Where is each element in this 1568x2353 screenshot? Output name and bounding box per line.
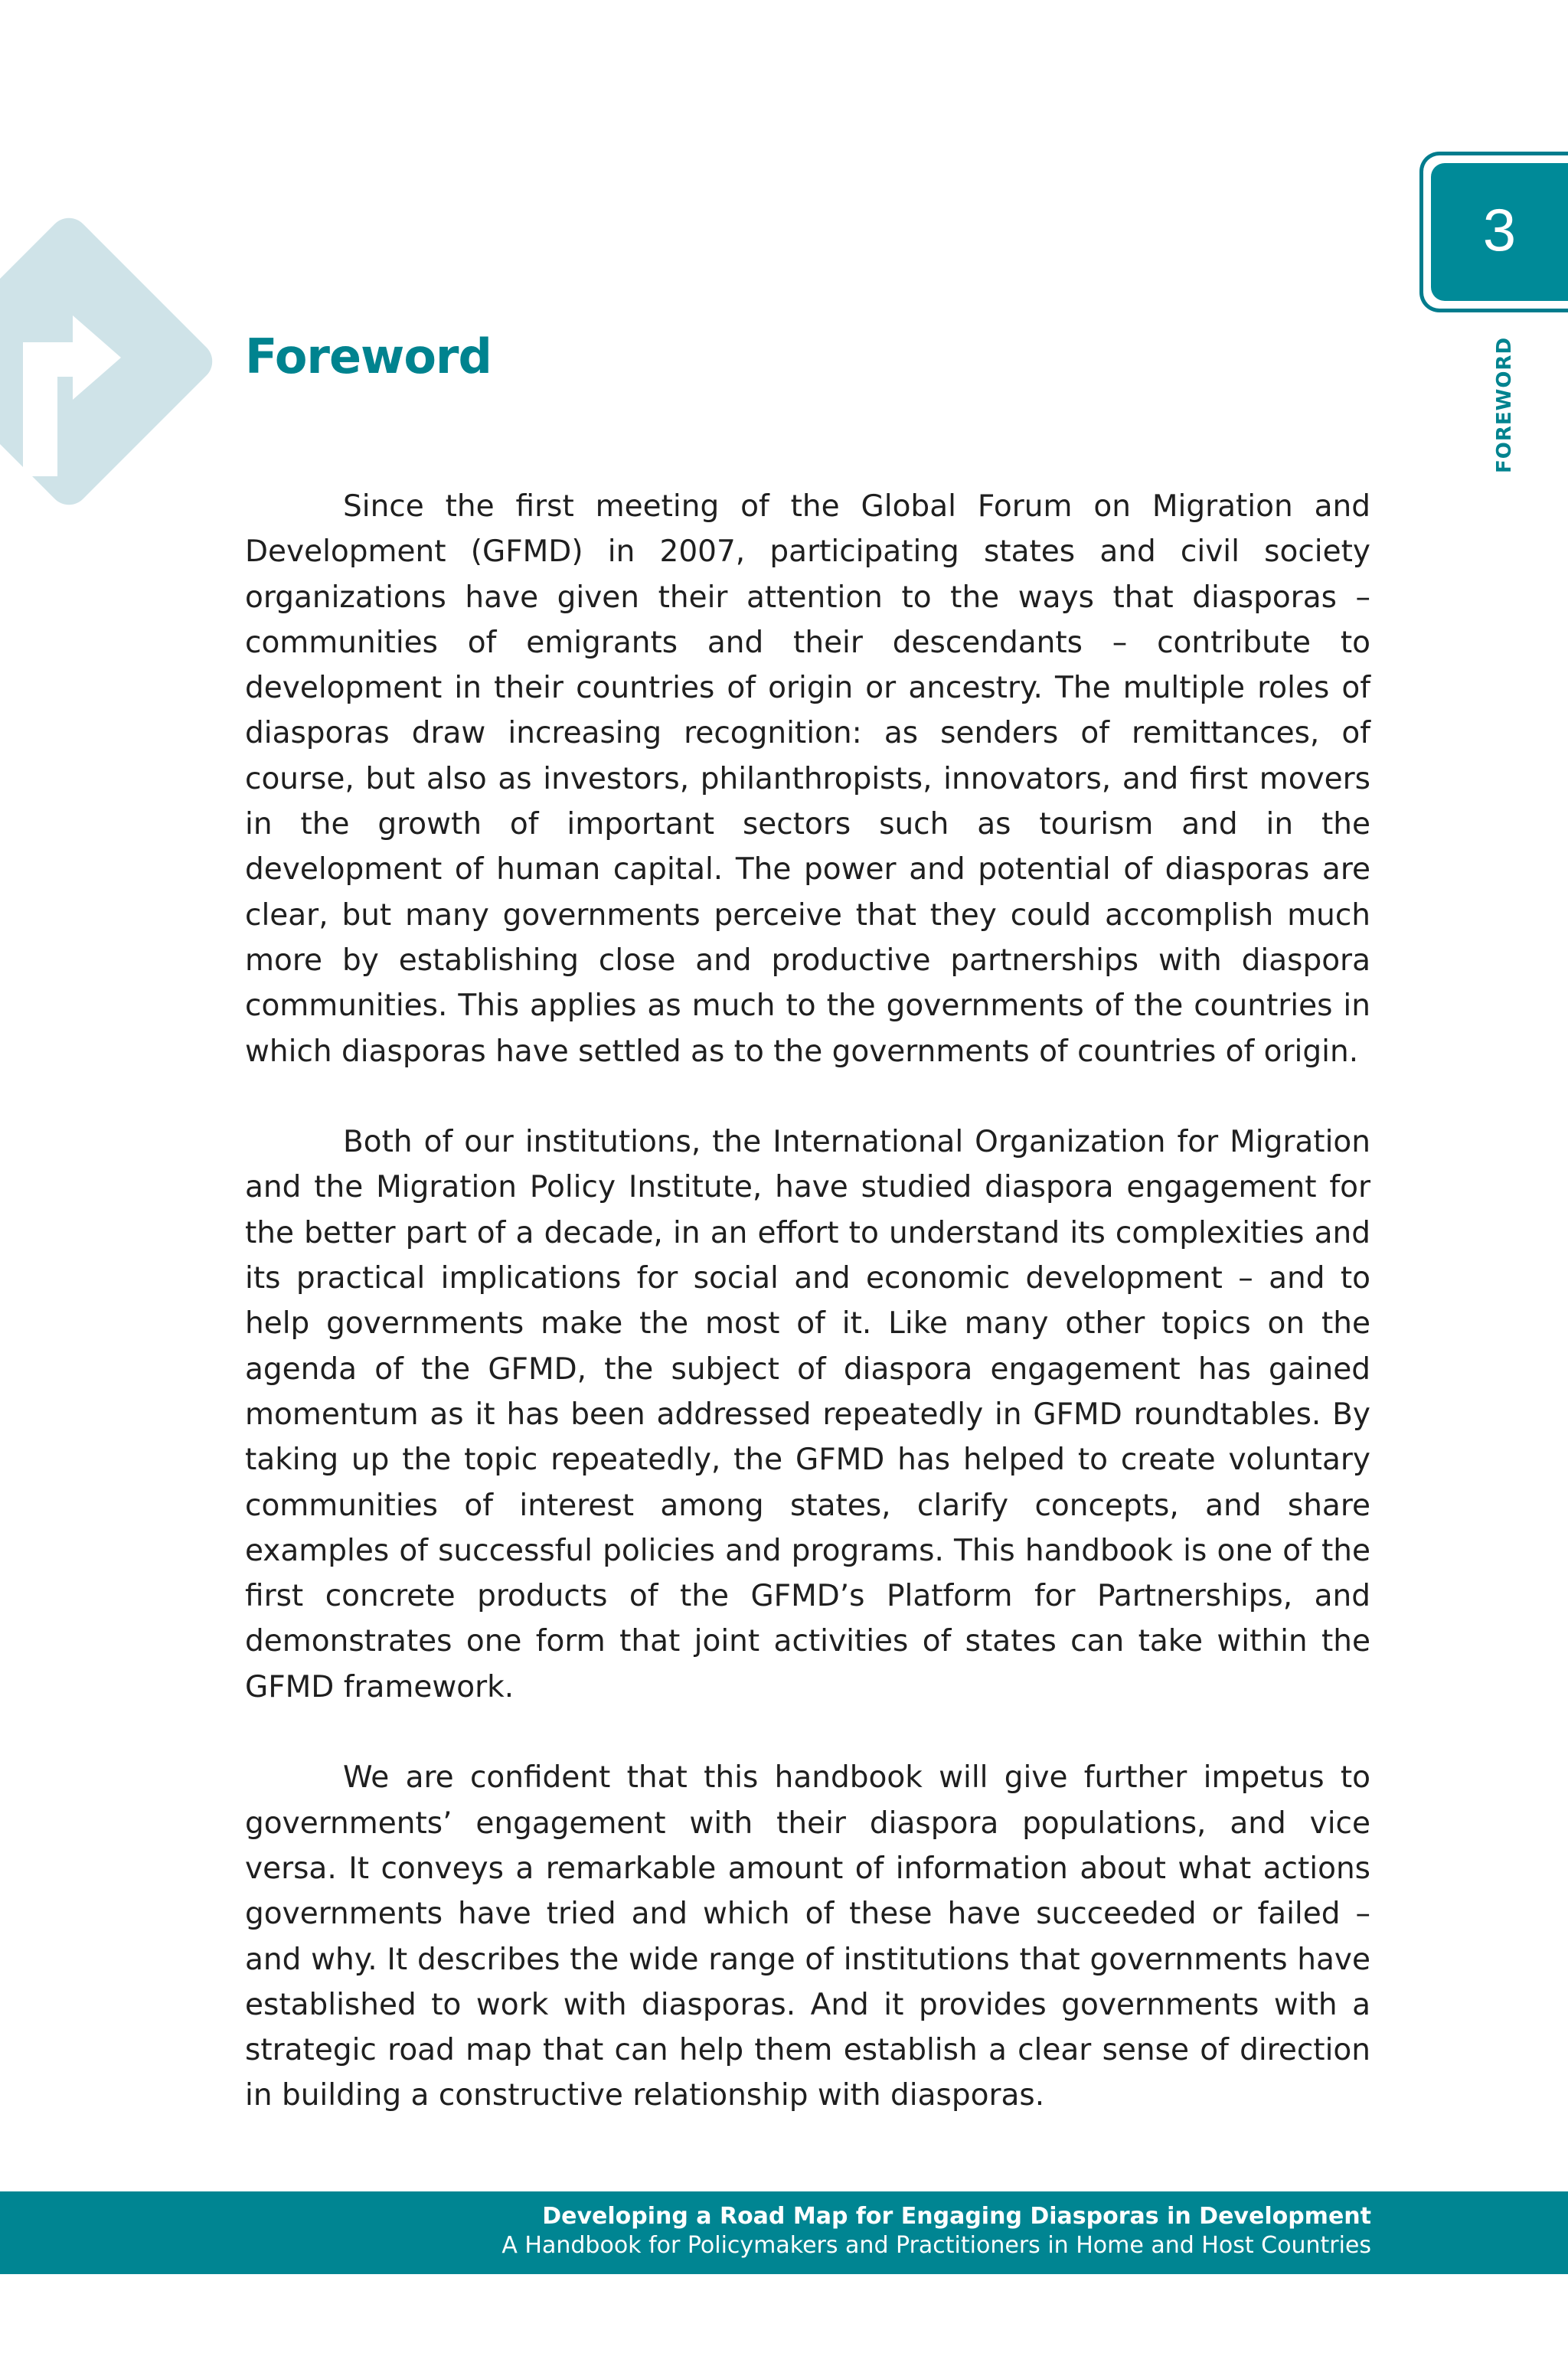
foreword-body [245,484,1370,2119]
paragraph-1: Since the first meeting of the Global Forum on Migration and Development (GFMD) in 2007, participating states and civil society organizations have given their attention to the ways that diasporas – communities of emigrants and their descendants – contribute to development in their countries of origin or ancestry. The multiple roles of diasporas draw increasing recognition: as senders of remittances, of course, but also as investors, philanthropists, innovators, and first movers in the growth of important sectors such as tourism and in the development of human capital. The power and potential of diasporas are clear, but many governments perceive that they could accomplish much more by establishing close and productive partnerships with diaspora communities. This applies as much to the governments of the countries in which diasporas have settled as to the governments of countries of origin. [245,489,1370,1069]
page-number-badge [1431,163,1568,301]
page-title: Foreword [245,328,492,384]
paragraph-3: We are confident that this handbook will give further impetus to governments’ engagement with their diaspora populations, and vice versa. It conveys a remarkable amount of information about what actions governments have tried and which of these have succeeded or failed – and why. It describes the wide range of institutions that governments have established to work with diasporas. And it provides governments with a strategic road map that can help them establish a clear sense of direction in building a constructive relationship with diasporas. [245,1760,1370,2113]
paragraph-2: Both of our institutions, the International Organization for Migration and the Migration Policy Institute, have studied diaspora engagement for the better part of a decade, in an effort to understand its complexities and its practical implications for social and economic development – and to help governments make the most of it. Like many other topics on the agenda of the GFMD, the subject of diaspora engagement has gained momentum as it has been addressed repeatedly in GFMD roundtables. By taking up the topic repeatedly, the GFMD has helped to create voluntary communities of interest among states, clarify concepts, and share examples of successful policies and programs. This handbook is one of the first concrete products of the GFMD’s Platform for Partnerships, and demonstrates one form that joint activities of states can take within the GFMD framework. [245,1125,1370,1704]
footer-book-subtitle: A Handbook for Policymakers and Practitioners in Home and Host Countries [501,2232,1371,2259]
page-number: 3 [1482,196,1517,263]
page-number-tab [1419,152,1568,312]
footer-band [0,2191,1568,2274]
footer-book-title: Developing a Road Map for Engaging Diasporas in Development [542,2203,1371,2230]
section-side-label: FOREWORD [1493,336,1516,473]
turn-right-arrow-sign-icon [0,201,230,522]
footer-text [501,2202,1371,2260]
